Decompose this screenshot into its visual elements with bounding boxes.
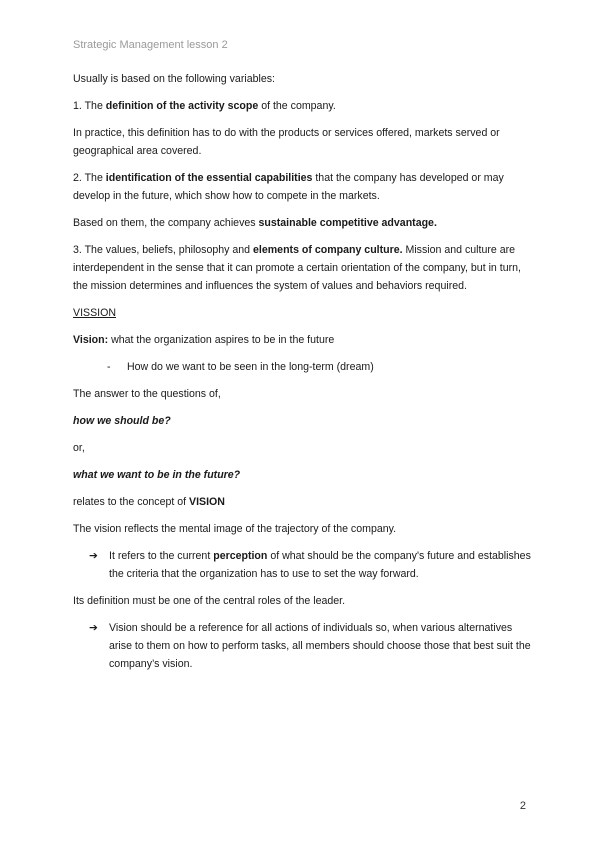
item-2-suffix: that the company has developed or may develop in the future, which show how to compete in the markets. [73, 172, 504, 202]
relates-bold: VISION [189, 496, 225, 508]
vision-definition [73, 331, 533, 349]
question-2: what we want to be in the future? [73, 469, 241, 481]
item-2-bold: identification of the essential capabilities [105, 172, 313, 184]
leader-paragraph: Its definition must be one of the central roles of the leader. [73, 595, 346, 607]
item-2-detail-prefix: Based on them, the company achieves [73, 217, 259, 229]
page-number: 2 [519, 800, 526, 812]
item-3-prefix: 3. The values, beliefs, philosophy and [73, 244, 254, 256]
dash-list-item [73, 358, 533, 376]
arrow-1-bold: perception [213, 550, 268, 562]
relates-paragraph [73, 493, 533, 511]
arrow-list-item-2 [73, 619, 533, 673]
item-2-detail-paragraph [73, 214, 533, 232]
arrow-1-suffix: of what should be the company's future and establishes the criteria that the organization has to use to set the way forward. [109, 550, 531, 580]
dash-bullet: - [107, 361, 111, 373]
vision-definition-text: what the organization aspires to be in the future [108, 334, 335, 346]
arrow-list-item-1 [73, 547, 533, 583]
reflects-paragraph: The vision reflects the mental image of the trajectory of the company. [73, 523, 397, 535]
page-header: Strategic Management lesson 2 [73, 39, 228, 51]
question-1: how we should be? [73, 415, 171, 427]
item-1-detail-paragraph: In practice, this definition has to do with the products or services offered, markets served or geographical area covered. [73, 127, 500, 157]
item-1-paragraph [73, 97, 533, 115]
answer-intro: The answer to the questions of, [73, 388, 221, 400]
dash-list-text: How do we want to be seen in the long-term (dream) [127, 361, 374, 373]
item-1-bold: definition of the activity scope [105, 100, 259, 112]
item-3-paragraph [73, 241, 533, 295]
vision-heading: VISSION [73, 307, 116, 319]
vision-definition-label: Vision: [73, 334, 109, 346]
arrow-2-text: Vision should be a reference for all actions of individuals so, when various alternatives arise to them on how to perform tasks, all members should choose those that best suit the company’s vision. [109, 622, 531, 670]
arrow-right-icon: ➔ [89, 550, 98, 562]
intro-paragraph: Usually is based on the following variables: [73, 73, 275, 85]
item-2-detail-bold: sustainable competitive advantage. [258, 217, 437, 229]
arrow-right-icon: ➔ [89, 622, 98, 634]
relates-prefix: relates to the concept of [73, 496, 190, 508]
item-2-prefix: 2. The [73, 172, 106, 184]
item-2-paragraph [73, 169, 533, 205]
item-3-suffix: Mission and culture are interdependent in the sense that it can promote a certain orientation of the company, but in turn, the mission determines and influences the system of values and behaviors required. [73, 244, 521, 292]
item-1-prefix: 1. The [73, 100, 106, 112]
arrow-1-prefix: It refers to the current [109, 550, 214, 562]
or-text: or, [73, 442, 85, 454]
document-body [73, 70, 533, 682]
item-3-bold: elements of company culture. [253, 244, 403, 256]
item-1-suffix: of the company. [258, 100, 336, 112]
